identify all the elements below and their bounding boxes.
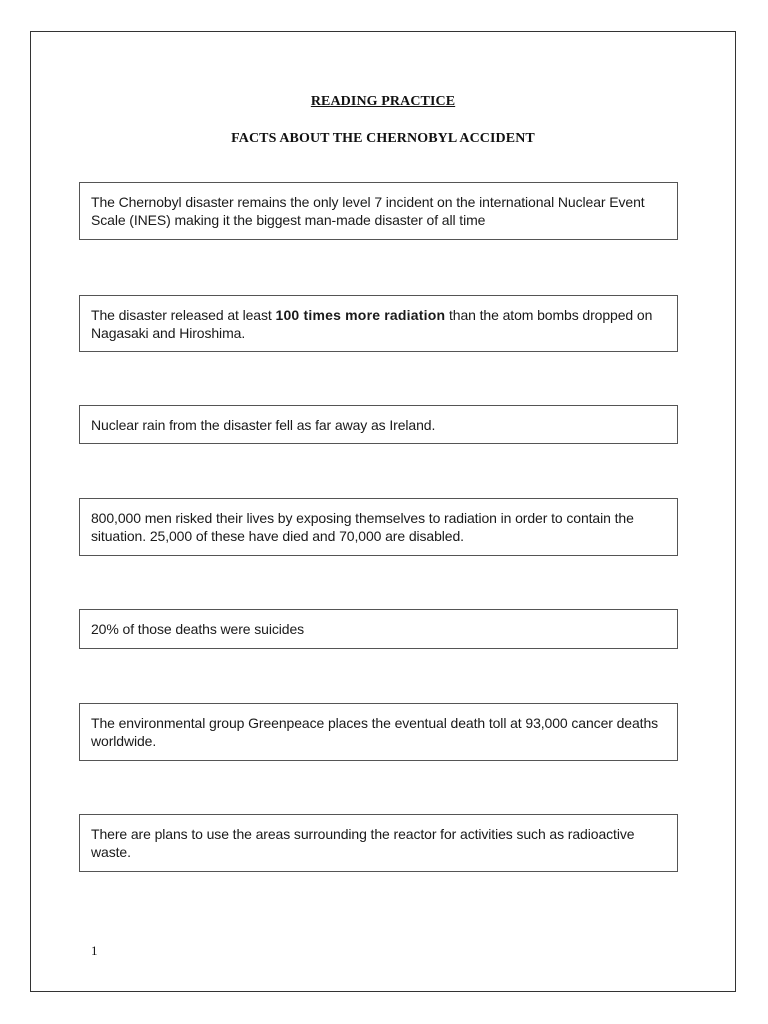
fact-text: 800,000 men risked their lives by exposing themselves to radiation in order to contain the situation. 25,000 of these have died and 70,000 are disabled.: [91, 510, 634, 544]
document-page: [30, 31, 736, 992]
fact-text-before: The disaster released at least: [91, 307, 276, 323]
fact-box-nuclear-rain: [79, 405, 678, 444]
fact-text: There are plans to use the areas surrounding the reactor for activities such as radioactive waste.: [91, 826, 635, 860]
document-subtitle: FACTS ABOUT THE CHERNOBYL ACCIDENT: [231, 131, 535, 146]
fact-text-emphasis: 100 times more radiation: [275, 307, 446, 323]
fact-text: The Chernobyl disaster remains the only level 7 incident on the international Nuclear Event Scale (INES) making it the biggest man-made disaster of all time: [91, 194, 645, 228]
fact-box-death-toll: [79, 703, 678, 761]
fact-box-future-plans: [79, 814, 678, 872]
page-number: 1: [91, 943, 98, 958]
fact-text: Nuclear rain from the disaster fell as far away as Ireland.: [91, 417, 436, 433]
document-title: READING PRACTICE: [310, 94, 456, 109]
fact-box-suicides: [79, 609, 678, 649]
fact-box-ines-level: [79, 182, 678, 240]
fact-text-after: than the atom bombs dropped on Nagasaki and Hiroshima.: [91, 307, 653, 341]
fact-text: 20% of those deaths were suicides: [91, 621, 305, 637]
fact-text: The environmental group Greenpeace places the eventual death toll at 93,000 cancer deaths worldwide.: [91, 715, 659, 749]
fact-box-radiation: [79, 295, 678, 352]
fact-box-liquidators: [79, 498, 678, 556]
